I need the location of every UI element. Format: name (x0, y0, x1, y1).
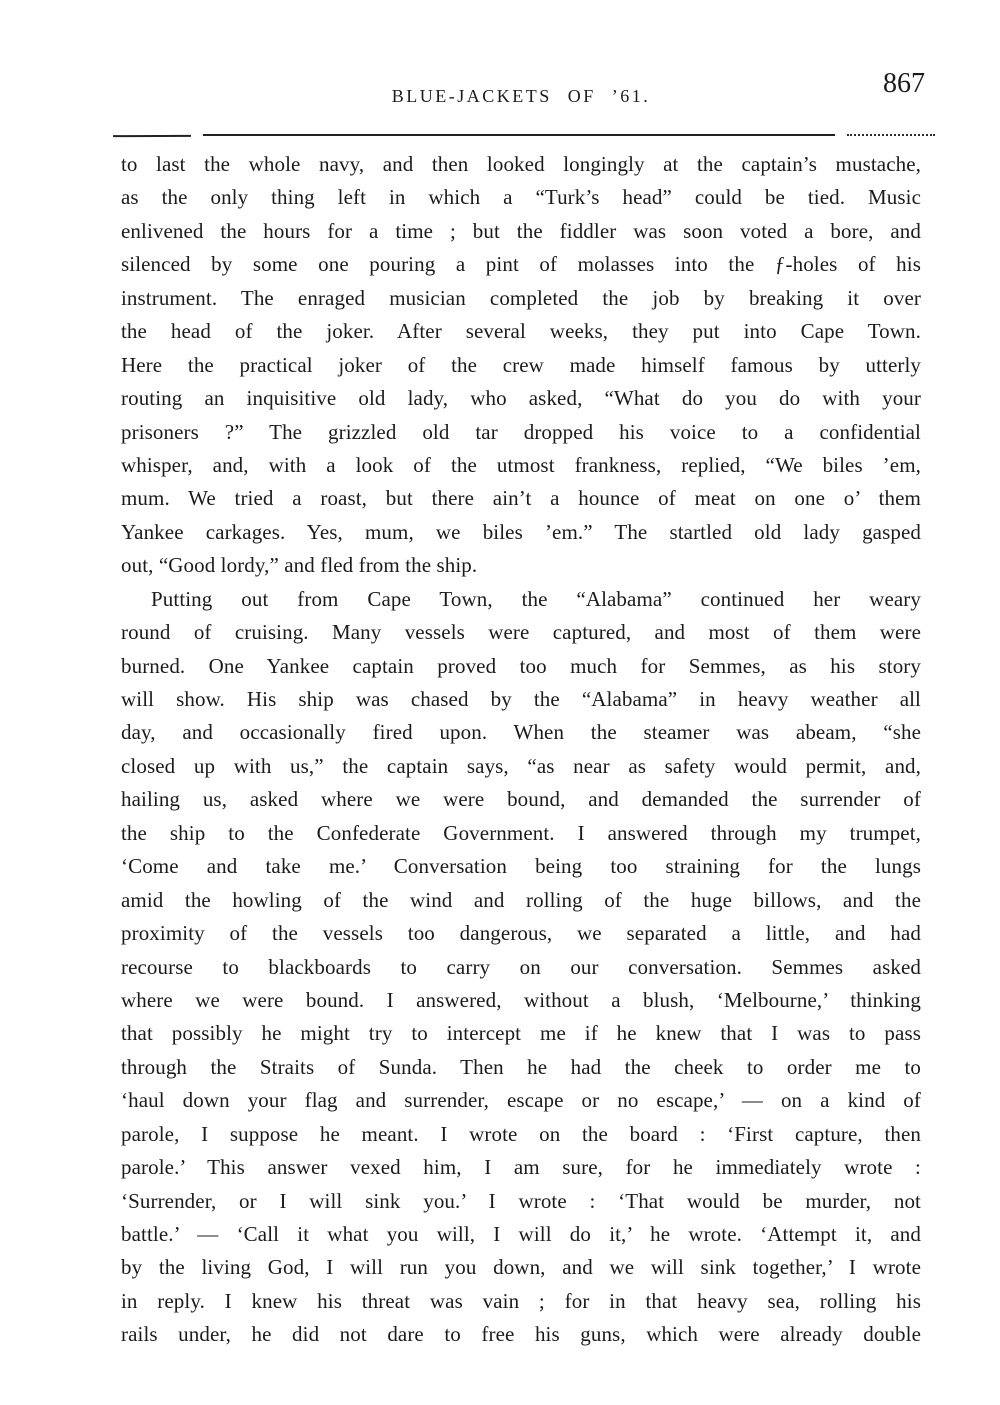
text-line: battle.’ — ‘Call it what you will, I will do it,’ he wrote. ‘Attempt it, and (121, 1222, 921, 1246)
text-line: burned. One Yankee captain proved too much for Semmes, as his story (121, 653, 921, 678)
header-rule-segment (113, 135, 191, 137)
text-line: that possibly he might try to intercept me if he knew that I was to pass (121, 1021, 921, 1046)
text-line: instrument. The enraged musician completed the job by breaking it over (121, 285, 921, 310)
text-line: ‘Surrender, or I will sink you.’ I wrote : ‘That would be murder, not (121, 1188, 921, 1213)
text-line: the head of the joker. After several weeks, they put into Cape Town. (121, 319, 921, 344)
text-line: proximity of the vessels too dangerous, we separated a little, and had (121, 921, 921, 946)
text-line: where we were bound. I answered, without a blush, ‘Melbourne,’ thinking (121, 987, 921, 1012)
text-line: ‘Come and take me.’ Conversation being too straining for the lungs (121, 854, 921, 879)
body-text (121, 148, 921, 1352)
text-line: routing an inquisitive old lady, who asked, “What do you do with your (121, 386, 921, 411)
text-line: ‘haul down your flag and surrender, escape or no escape,’ — on a kind of (121, 1088, 921, 1113)
text-line: Here the practical joker of the crew made himself famous by utterly (121, 352, 921, 377)
text-line: parole.’ This answer vexed him, I am sure, for he immediately wrote : (121, 1155, 921, 1180)
running-title: BLUE-JACKETS OF ’61. (391, 86, 651, 106)
text-line: silenced by some one pouring a pint of molasses into the ƒ-holes of his (121, 252, 921, 277)
text-line: as the only thing left in which a “Turk’s head” could be tied. Music (121, 185, 921, 210)
text-line: to last the whole navy, and then looked longingly at the captain’s mustache, (121, 152, 921, 176)
text-line: the ship to the Confederate Government. I answered through my trumpet, (121, 820, 921, 845)
text-line: day, and occasionally fired upon. When the steamer was abeam, “she (121, 720, 921, 745)
text-line: prisoners ?” The grizzled old tar dropped his voice to a confidential (121, 419, 921, 444)
text-line: enlivened the hours for a time ; but the fiddler was soon voted a bore, and (121, 218, 921, 243)
text-line: will show. His ship was chased by the “Alabama” in heavy weather all (121, 687, 921, 711)
paragraph (121, 583, 921, 1352)
text-line: Yankee carkages. Yes, mum, we biles ’em.” The startled old lady gasped (121, 519, 921, 544)
text-line: Putting out from Cape Town, the “Alabama” continued her weary (151, 586, 921, 611)
paragraph (121, 148, 921, 583)
text-line: hailing us, asked where we were bound, and demanded the surrender of (121, 787, 921, 812)
header-rule-segment (847, 134, 935, 136)
text-line: round of cruising. Many vessels were captured, and most of them were (121, 620, 921, 645)
page-number: 867 (883, 68, 925, 99)
text-line: recourse to blackboards to carry on our conversation. Semmes asked (121, 954, 921, 979)
text-line: mum. We tried a roast, but there ain’t a hounce of meat on one o’ them (121, 486, 921, 511)
text-line: rails under, he did not dare to free his guns, which were already double (121, 1322, 921, 1347)
text-line: in reply. I knew his threat was vain ; for in that heavy sea, rolling his (121, 1288, 921, 1313)
text-line: whisper, and, with a look of the utmost frankness, replied, “We biles ’em, (121, 452, 921, 477)
text-line: through the Straits of Sunda. Then he had the cheek to order me to (121, 1054, 921, 1079)
header-rule-segment (203, 134, 835, 136)
text-line: closed up with us,” the captain says, “as near as safety would permit, and, (121, 753, 921, 778)
text-line: amid the howling of the wind and rolling of the huge billows, and the (121, 887, 921, 912)
text-line: out, “Good lordy,” and fled from the ship. (121, 553, 478, 578)
text-line: parole, I suppose he meant. I wrote on the board : ‘First capture, then (121, 1121, 921, 1146)
text-line: by the living God, I will run you down, and we will sink together,’ I wrote (121, 1255, 921, 1280)
